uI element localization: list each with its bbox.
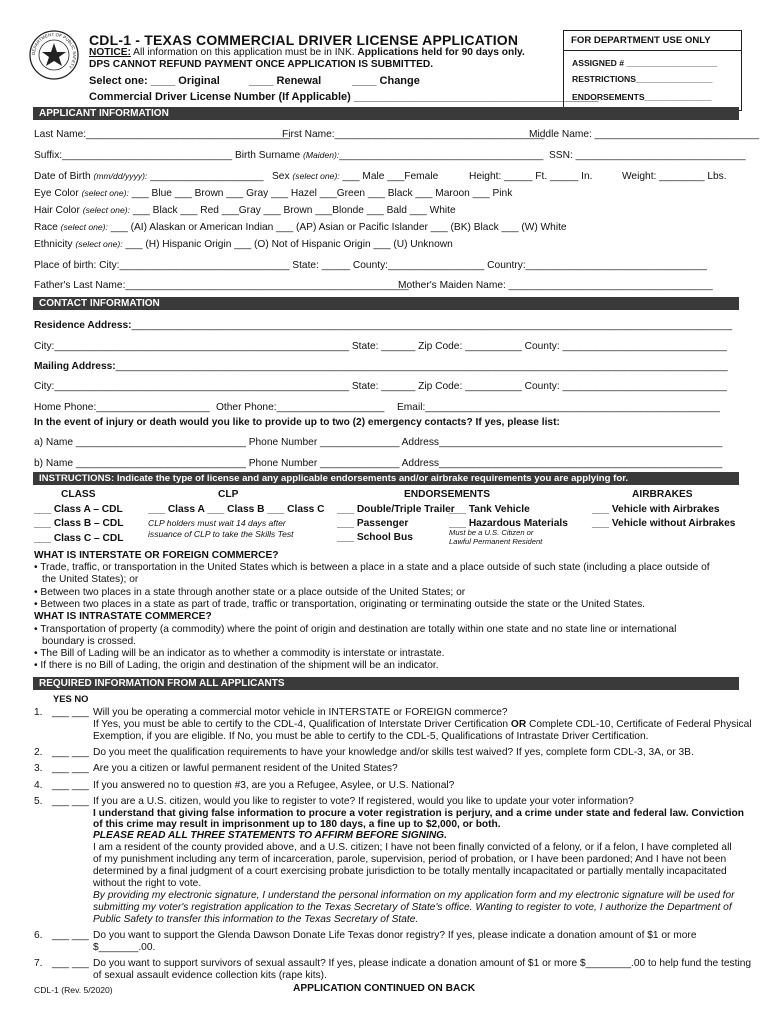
eye-color-hint: (select one): bbox=[81, 188, 129, 198]
section-required-information: REQUIRED INFORMATION FROM ALL APPLICANTS bbox=[33, 677, 739, 690]
question-1-or: OR bbox=[510, 719, 527, 730]
interstate-bullet-3: • Between two places in a state as part of trade, traffic or transportation, originating or terminating outside the state or the United States. bbox=[34, 599, 646, 610]
birth-surname-hint: (Maiden): bbox=[302, 150, 340, 160]
application-type-original[interactable]: Select one: ____ Original bbox=[89, 75, 220, 87]
intrastate-question: WHAT IS INTRASTATE COMMERCE? bbox=[34, 611, 212, 622]
emergency-contact-b[interactable]: b) Name ______________________________ Phone Number ______________ Address__________________________________________________ bbox=[34, 458, 723, 469]
seal-text: DEPARTMENT OF PUBLIC SAFETY bbox=[30, 31, 78, 70]
eye-color-options[interactable]: ___ Blue ___ Brown ___ Gray ___ Hazel ___Green ___ Black ___ Maroon ___ Pink bbox=[131, 188, 513, 199]
email-field[interactable]: Email:____________________________________________________ bbox=[397, 402, 720, 413]
interstate-bullet-2: • Between two places in a state through another state or a place outside of the United States; or bbox=[34, 587, 466, 598]
perjury-warning-1: I understand that giving false information to procure a voter registration is perjury, and a crime under state and federal law. Conviction bbox=[93, 808, 744, 819]
cdl-number-field[interactable]: Commercial Driver License Number (If Applicable) ________________________________________ bbox=[89, 91, 599, 103]
ethnicity-hint: (select one): bbox=[75, 239, 123, 249]
question-5-text: If you are a U.S. citizen, would you like to register to vote? If registered, would you like to update your voter information? bbox=[93, 796, 634, 807]
intrastate-bullet-1-cont: boundary is crossed. bbox=[42, 636, 137, 647]
clp-class-options[interactable]: ___ Class A ___ Class B ___ Class C bbox=[148, 504, 325, 515]
dps-seal-logo bbox=[29, 30, 79, 80]
question-1-number: 1. bbox=[34, 707, 43, 718]
hair-color-hint: (select one): bbox=[82, 205, 130, 215]
hair-color-field[interactable] bbox=[34, 205, 456, 217]
dob-line: ____________________ bbox=[150, 171, 264, 182]
question-7-number: 7. bbox=[34, 958, 43, 969]
restrictions-field: RESTRICTIONS________________ bbox=[572, 74, 713, 84]
department-use-box bbox=[563, 30, 742, 111]
interstate-bullet-1-cont: the United States); or bbox=[42, 574, 139, 585]
birthplace-field[interactable]: Place of birth: City:______________________________ State: _____ County:_________________ Country:________________________________ bbox=[34, 260, 707, 271]
class-b-cdl-option[interactable]: ___ Class B – CDL bbox=[34, 518, 124, 529]
perjury-warning-2: of this crime may result in imprisonment up to 180 days, a fine up to $2,000, or both. bbox=[93, 819, 501, 830]
airbrakes-heading: AIRBRAKES bbox=[632, 489, 693, 500]
mailing-address-line: ____________________________________________________________________________________________________________ bbox=[115, 361, 728, 372]
question-7-text: Do you want to support survivors of sexual assault? If yes, please indicate a donation amount of $1 or more $________.00 to help fund the testing bbox=[93, 958, 752, 969]
notice-label: NOTICE: bbox=[89, 47, 131, 58]
height-field[interactable]: Height: _____ Ft. _____ In. bbox=[469, 171, 593, 182]
mailing-address-field[interactable] bbox=[34, 361, 728, 373]
ethnicity-options[interactable]: ___ (H) Hispanic Origin ___ (O) Not of Hispanic Origin ___ (U) Unknown bbox=[125, 239, 453, 250]
question-1-detail-c: Exemption, if you are eligible. If No, you must be able to certify to the CDL-5, Qualifications of Intrastate Driver Certification. bbox=[93, 731, 649, 742]
clp-note-line2: issuance of CLP to take the Skills Test bbox=[148, 529, 294, 539]
section-instructions: INSTRUCTIONS: Indicate the type of license and any applicable endorsements and/or airbrake requirements you are applying for. bbox=[33, 472, 739, 485]
question-1-answer[interactable]: ___ ___ bbox=[52, 707, 89, 718]
residence-address-label: Residence Address: bbox=[34, 320, 132, 331]
notice-text: All information on this application must be in INK. bbox=[133, 47, 355, 58]
form-revision: CDL-1 (Rev. 5/2020) bbox=[34, 985, 113, 995]
affirmation-line-2: of my punishment including any term of incarceration, parole, supervision, period of probation, or I have been pardoned; And I have not been bbox=[93, 854, 727, 865]
eye-color-field[interactable] bbox=[34, 188, 512, 200]
class-c-cdl-option[interactable]: ___ Class C – CDL bbox=[34, 533, 124, 544]
question-3-number: 3. bbox=[34, 763, 43, 774]
endorsements-field: ENDORSEMENTS______________ bbox=[572, 92, 712, 102]
question-4-number: 4. bbox=[34, 780, 43, 791]
emergency-contact-question: In the event of injury or death would you like to provide up to two (2) emergency contacts? If yes, please list: bbox=[34, 417, 560, 428]
birth-surname-label: Birth Surname bbox=[235, 150, 301, 161]
hair-color-label: Hair Color bbox=[34, 205, 80, 216]
dob-hint: (mm/dd/yyyy): bbox=[93, 171, 148, 181]
hazardous-materials-option[interactable]: ___ Hazardous Materials bbox=[449, 518, 568, 529]
question-3-answer[interactable]: ___ ___ bbox=[52, 763, 89, 774]
section-applicant-information: APPLICANT INFORMATION bbox=[33, 107, 739, 120]
residence-address-field[interactable] bbox=[34, 320, 732, 332]
passenger-option[interactable]: ___ Passenger bbox=[337, 518, 409, 529]
mother-maiden-name-field[interactable]: Mother's Maiden Name: ____________________________________ bbox=[398, 280, 713, 291]
birth-surname-line: ____________________________________ bbox=[339, 150, 544, 161]
school-bus-option[interactable]: ___ School Bus bbox=[337, 532, 413, 543]
father-last-name-field[interactable]: Father's Last Name:__________________________________________________ bbox=[34, 280, 409, 291]
affirmation-line-4: without the right to vote. bbox=[93, 878, 202, 889]
notice-line bbox=[89, 47, 525, 59]
question-6-answer[interactable]: ___ ___ bbox=[52, 930, 89, 941]
vehicle-without-airbrakes-option[interactable]: ___ Vehicle without Airbrakes bbox=[592, 518, 736, 529]
question-2-text: Do you meet the qualification requirements to have your knowledge and/or skills test waived? If yes, complete form CDL-3, 3A, or 3B. bbox=[93, 747, 694, 758]
interstate-bullet-1: • Trade, traffic, or transportation in the United States which is between a place in a state and a place outside of such state (including a place outside of bbox=[34, 562, 710, 573]
middle-name-field[interactable]: Middle Name: _____________________________ bbox=[529, 129, 759, 140]
affirmation-line-1: I am a resident of the county provided above, and a U.S. citizen; I have not been finally convicted of a felony, or if a felon, I have completed all bbox=[93, 842, 732, 853]
class-a-cdl-option[interactable]: ___ Class A – CDL bbox=[34, 504, 123, 515]
question-1-detail-a: If Yes, you must be able to certify to the CDL-4, Qualification of Interstate Driver Certification bbox=[93, 719, 509, 730]
sex-field[interactable] bbox=[272, 171, 438, 183]
e-signature-line-2: submitting my voter's registration application to the Texas Secretary of State's office. Wanting to register to vote, I authorize the Department of bbox=[93, 902, 732, 913]
hair-color-options[interactable]: ___ Black ___ Red ___Gray ___ Brown ___Blonde ___ Bald ___ White bbox=[132, 205, 456, 216]
e-signature-line-3: Public Safety to transfer this information to the Texas Secretary of State. bbox=[93, 914, 419, 925]
class-heading: CLASS bbox=[61, 489, 96, 500]
question-7-text-cont: of sexual assault evidence collection kits (rape kits). bbox=[93, 970, 327, 981]
race-hint: (select one): bbox=[60, 222, 108, 232]
e-signature-line-1: By providing my electronic signature, I understand the personal information on my application form and my electronic signature will be used for bbox=[93, 890, 735, 901]
sex-hint: (select one): bbox=[292, 171, 340, 181]
section-contact-information: CONTACT INFORMATION bbox=[33, 297, 739, 310]
mailing-city-row[interactable]: City:____________________________________________________ State: ______ Zip Code: __________ County: _____________________________ bbox=[34, 381, 727, 392]
application-type-change[interactable]: ____ Change bbox=[352, 75, 420, 87]
question-7-answer[interactable]: ___ ___ bbox=[52, 958, 89, 969]
intrastate-bullet-2: • The Bill of Lading will be an indicator as to whether a commodity is interstate or intrastate. bbox=[34, 648, 445, 659]
ethnicity-field[interactable] bbox=[34, 239, 453, 251]
question-2-answer[interactable]: ___ ___ bbox=[52, 747, 89, 758]
double-triple-trailer-option[interactable]: ___ Double/Triple Trailer bbox=[337, 504, 455, 515]
suffix-field[interactable]: Suffix:______________________________ bbox=[34, 150, 233, 161]
first-name-field[interactable]: First Name:_____________________________________ bbox=[282, 129, 545, 140]
tank-vehicle-option[interactable]: ___ Tank Vehicle bbox=[449, 504, 530, 515]
affirm-statements-heading: PLEASE READ ALL THREE STATEMENTS TO AFFIRM BEFORE SIGNING. bbox=[93, 830, 447, 841]
birth-surname-field[interactable] bbox=[235, 150, 543, 162]
weight-field[interactable]: Weight: ________ Lbs. bbox=[622, 171, 727, 182]
clp-note-line1: CLP holders must wait 14 days after bbox=[148, 518, 286, 528]
question-2-number: 2. bbox=[34, 747, 43, 758]
notice-bold: Applications held for 90 days only. bbox=[357, 47, 525, 58]
refund-notice: DPS CANNOT REFUND PAYMENT ONCE APPLICATION IS SUBMITTED. bbox=[89, 59, 434, 70]
dob-label: Date of Birth bbox=[34, 171, 91, 182]
home-phone-field[interactable]: Home Phone:____________________ bbox=[34, 402, 210, 413]
ethnicity-label: Ethnicity bbox=[34, 239, 73, 250]
intrastate-bullet-3: • If there is no Bill of Lading, the origin and destination of the shipment will be an indicator. bbox=[34, 660, 439, 671]
question-6-text: Do you want to support the Glenda Dawson Donate Life Texas donor registry? If yes, please indicate a donation amount of $1 or more bbox=[93, 930, 697, 941]
affirmation-line-3: determined by a final judgment of a court exercising probate jurisdiction to be totally mentally incapacitated or partially mentally incapacitated bbox=[93, 866, 727, 877]
mailing-address-label: Mailing Address: bbox=[34, 361, 116, 372]
question-1-detail-b: Complete CDL-10, Certificate of Federal Physical bbox=[529, 719, 752, 730]
question-6-number: 6. bbox=[34, 930, 43, 941]
question-4-answer[interactable]: ___ ___ bbox=[52, 780, 89, 791]
emergency-contact-a[interactable]: a) Name ______________________________ Phone Number ______________ Address__________________________________________________ bbox=[34, 437, 723, 448]
sex-options[interactable]: ___ Male ___Female bbox=[342, 171, 439, 182]
sex-label: Sex bbox=[272, 171, 290, 182]
continued-on-back: APPLICATION CONTINUED ON BACK bbox=[293, 983, 476, 994]
interstate-question: WHAT IS INTERSTATE OR FOREIGN COMMERCE? bbox=[34, 550, 279, 561]
endorsements-heading: ENDORSEMENTS bbox=[404, 489, 491, 500]
residence-address-line: __________________________________________________________________________________________________________ bbox=[131, 320, 733, 331]
eye-color-label: Eye Color bbox=[34, 188, 79, 199]
question-1-detail bbox=[93, 719, 752, 731]
dob-field[interactable] bbox=[34, 171, 264, 183]
yes-no-header: YES NO bbox=[53, 693, 89, 704]
question-5-number: 5. bbox=[34, 796, 43, 807]
hazmat-note-line2: Lawful Permanent Resident bbox=[449, 537, 543, 546]
assigned-field: ASSIGNED # ___________________ bbox=[572, 58, 718, 68]
race-label: Race bbox=[34, 222, 58, 233]
question-5-answer[interactable]: ___ ___ bbox=[52, 796, 89, 807]
question-1-text: Will you be operating a commercial motor vehicle in INTERSTATE or FOREIGN commerce? bbox=[93, 707, 508, 718]
application-type-renewal[interactable]: ____ Renewal bbox=[249, 75, 322, 87]
clp-heading: CLP bbox=[218, 489, 239, 500]
last-name-field[interactable]: Last Name:____________________________________ bbox=[34, 129, 291, 140]
ssn-field[interactable]: SSN: ______________________________ bbox=[549, 150, 746, 161]
race-options[interactable]: ___ (AI) Alaskan or American Indian ___ (AP) Asian or Pacific Islander ___ (BK) Black ___ (W) White bbox=[110, 222, 567, 233]
department-use-title: FOR DEPARTMENT USE ONLY bbox=[564, 31, 741, 51]
other-phone-field[interactable]: Other Phone:___________________ bbox=[216, 402, 385, 413]
intrastate-bullet-1: • Transportation of property (a commodity) where the point of origin and destination are totally within one state and no state line or international bbox=[34, 624, 677, 635]
race-field[interactable] bbox=[34, 222, 567, 234]
hazmat-note-line1: Must be a U.S. Citizen or bbox=[449, 528, 534, 537]
residence-city-row[interactable]: City:____________________________________________________ State: ______ Zip Code: __________ County: _____________________________ bbox=[34, 341, 727, 352]
question-4-text: If you answered no to question #3, are you a Refugee, Asylee, or U.S. National? bbox=[93, 780, 455, 791]
form-title: CDL-1 - TEXAS COMMERCIAL DRIVER LICENSE APPLICATION bbox=[89, 32, 519, 48]
question-6-donation-amount[interactable]: $_______.00. bbox=[93, 942, 156, 953]
vehicle-with-airbrakes-option[interactable]: ___ Vehicle with Airbrakes bbox=[592, 504, 720, 515]
question-3-text: Are you a citizen or lawful permanent resident of the United States? bbox=[93, 763, 398, 774]
